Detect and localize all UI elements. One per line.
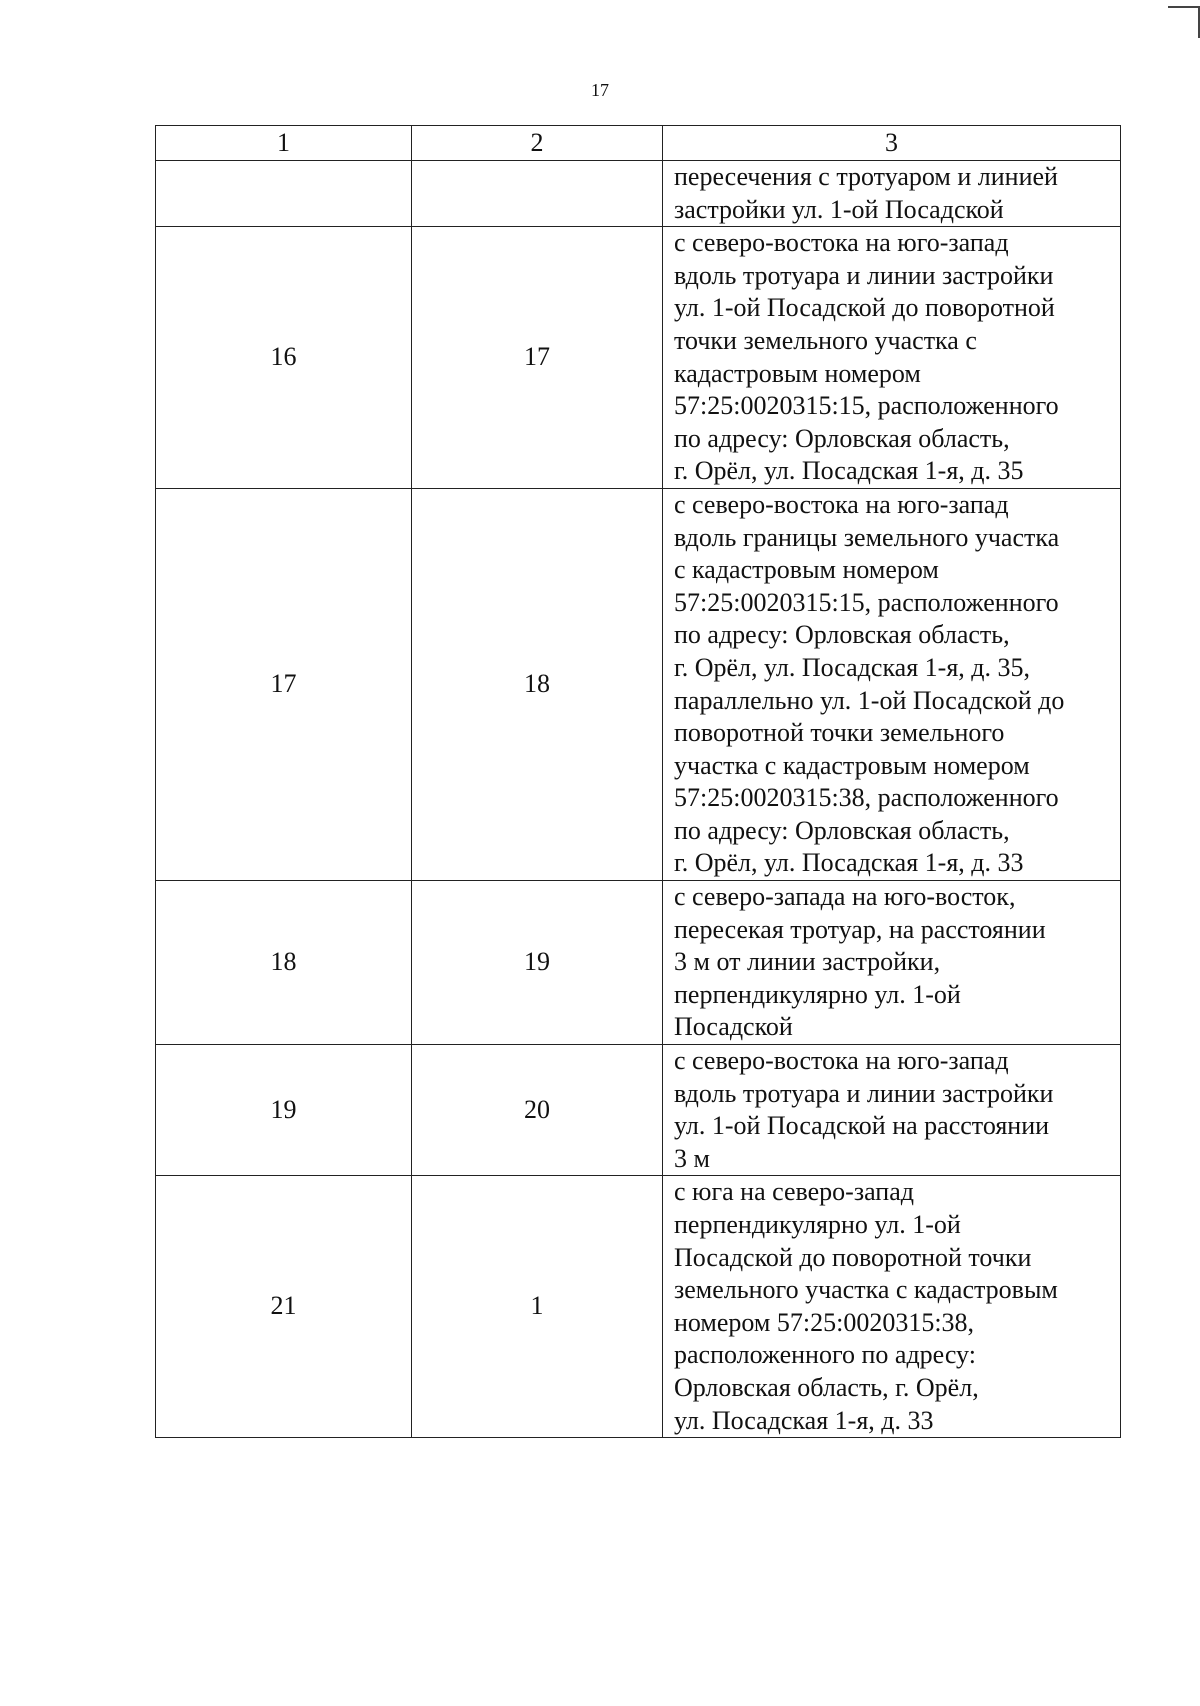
- header-col-3: 3: [663, 126, 1121, 161]
- boundary-description-cell: [663, 1045, 1121, 1176]
- description-line: по адресу: Орловская область,: [674, 620, 1010, 650]
- to-point-cell: 18: [412, 488, 663, 880]
- table-row: [156, 227, 1121, 489]
- description-line: вдоль тротуара и линии застройки: [674, 1078, 1054, 1108]
- to-point-cell: 19: [412, 881, 663, 1045]
- from-point-cell: 18: [156, 881, 412, 1045]
- description-line: Посадской: [674, 1012, 793, 1042]
- to-point-cell: 20: [412, 1045, 663, 1176]
- table-row: [156, 161, 1121, 227]
- boundary-description-cell: [663, 227, 1121, 489]
- boundary-description-cell: [663, 488, 1121, 880]
- description-line: с северо-востока на юго-запад: [674, 1046, 1009, 1076]
- from-point-cell: 16: [156, 227, 412, 489]
- description-line: кадастровым номером: [674, 358, 921, 388]
- page-number: 17: [591, 80, 609, 100]
- description-line: вдоль границы земельного участка: [674, 522, 1060, 552]
- to-point-cell: 17: [412, 227, 663, 489]
- scan-corner-mark: [1168, 6, 1200, 38]
- table-row: [156, 1176, 1121, 1438]
- table-row: [156, 1045, 1121, 1176]
- description-line: по адресу: Орловская область,: [674, 423, 1010, 453]
- description-line: 3 м от линии застройки,: [674, 947, 941, 977]
- description-line: земельного участка с кадастровым: [674, 1275, 1058, 1305]
- table-header-row: [156, 126, 1121, 161]
- description-line: с северо-востока на юго-запад: [674, 489, 1009, 519]
- description-line: ул. 1-ой Посадской до поворотной: [674, 293, 1055, 323]
- description-line: поворотной точки земельного: [674, 718, 1005, 748]
- to-point-cell: [412, 161, 663, 227]
- boundary-description-cell: [663, 1176, 1121, 1438]
- header-col-2: 2: [412, 126, 663, 161]
- from-point-cell: 21: [156, 1176, 412, 1438]
- description-line: с кадастровым номером: [674, 555, 939, 585]
- description-line: г. Орёл, ул. Посадская 1-я, д. 35,: [674, 652, 1031, 682]
- description-line: 3 м: [674, 1143, 710, 1173]
- description-line: ул. Посадская 1-я, д. 33: [674, 1405, 934, 1435]
- description-line: ул. 1-ой Посадской на расстоянии: [674, 1111, 1050, 1141]
- description-line: участка с кадастровым номером: [674, 750, 1030, 780]
- description-line: точки земельного участка с: [674, 325, 977, 355]
- boundary-description-cell: [663, 881, 1121, 1045]
- description-line: с северо-востока на юго-запад: [674, 228, 1009, 258]
- description-line: номером 57:25:0020315:38,: [674, 1307, 975, 1337]
- table-row: [156, 881, 1121, 1045]
- description-line: перпендикулярно ул. 1-ой: [674, 979, 961, 1009]
- description-line: 57:25:0020315:38, расположенного: [674, 783, 1059, 813]
- description-line: вдоль тротуара и линии застройки: [674, 260, 1054, 290]
- to-point-cell: 1: [412, 1176, 663, 1438]
- table-body: [156, 161, 1121, 1438]
- description-line: 57:25:0020315:15, расположенного: [674, 391, 1059, 421]
- boundary-description-table: [155, 125, 1121, 1438]
- description-line: с северо-запада на юго-восток,: [674, 882, 1016, 912]
- description-line: застройки ул. 1-ой Посадской: [674, 194, 1004, 224]
- from-point-cell: 17: [156, 488, 412, 880]
- boundary-description-cell: [663, 161, 1121, 227]
- description-line: Посадской до поворотной точки: [674, 1242, 1032, 1272]
- description-line: Орловская область, г. Орёл,: [674, 1372, 979, 1402]
- description-line: пересекая тротуар, на расстоянии: [674, 914, 1046, 944]
- description-line: расположенного по адресу:: [674, 1340, 976, 1370]
- table-row: [156, 488, 1121, 880]
- from-point-cell: 19: [156, 1045, 412, 1176]
- description-line: 57:25:0020315:15, расположенного: [674, 587, 1059, 617]
- description-line: по адресу: Орловская область,: [674, 815, 1010, 845]
- from-point-cell: [156, 161, 412, 227]
- description-line: параллельно ул. 1-ой Посадской до: [674, 685, 1065, 715]
- description-line: перпендикулярно ул. 1-ой: [674, 1210, 961, 1239]
- header-col-1: 1: [156, 126, 412, 161]
- description-line: г. Орёл, ул. Посадская 1-я, д. 33: [674, 848, 1024, 878]
- description-line: с юга на северо-запад: [674, 1177, 914, 1207]
- description-line: г. Орёл, ул. Посадская 1-я, д. 35: [674, 456, 1024, 486]
- description-line: пересечения с тротуаром и линией: [674, 162, 1058, 191]
